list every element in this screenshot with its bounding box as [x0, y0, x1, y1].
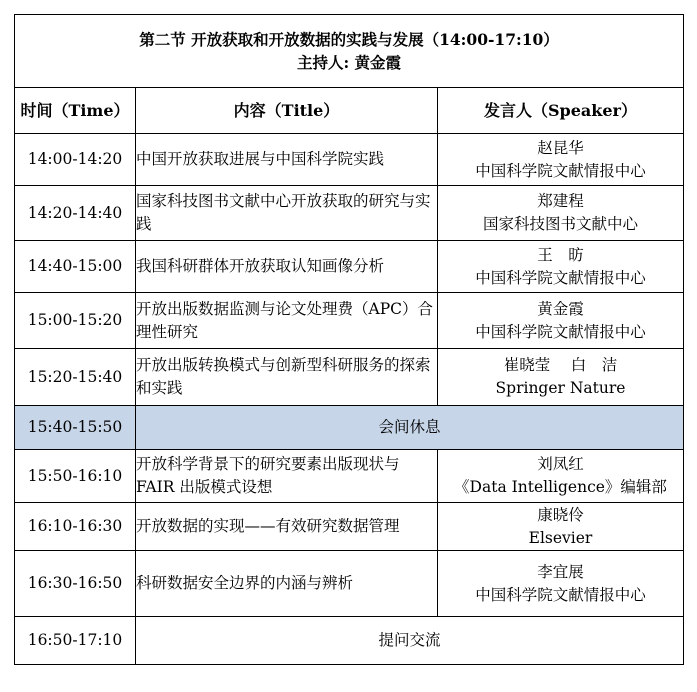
- table-title-cell: [15, 15, 684, 88]
- row-speaker: [438, 186, 684, 241]
- row-time: 15:20-15:40: [15, 349, 136, 406]
- row-time: 15:00-15:20: [15, 293, 136, 349]
- qa-label: 提问交流: [136, 617, 684, 665]
- row-time: 15:40-15:50: [15, 406, 136, 450]
- break-label: 会间休息: [136, 406, 684, 450]
- row-time: 14:40-15:00: [15, 241, 136, 293]
- row-speaker: [438, 241, 684, 293]
- speaker-name: 郑建程: [537, 192, 584, 210]
- row-speaker: [438, 551, 684, 617]
- row-speaker: [438, 293, 684, 349]
- row-title: 国家科技图书文献中心开放获取的研究与实践: [136, 186, 438, 241]
- row-title: 中国开放获取进展与中国科学院实践: [136, 134, 438, 186]
- speaker-name: 李宜展: [537, 562, 584, 581]
- speaker-name: 康晓伶: [537, 505, 584, 524]
- row-speaker: [438, 450, 684, 503]
- row-title: 科研数据安全边界的内涵与辨析: [136, 551, 438, 617]
- table-row: [15, 293, 684, 349]
- column-header-speaker: 发言人（Speaker）: [438, 88, 684, 134]
- table-row: [15, 186, 684, 241]
- row-title: 开放出版数据监测与论文处理费（APC）合理性研究: [136, 293, 438, 349]
- column-header-title: 内容（Title）: [136, 88, 438, 134]
- table-row: [15, 503, 684, 551]
- row-time: 14:20-14:40: [15, 186, 136, 241]
- break-row: [15, 406, 684, 450]
- speaker-org: 《Data Intelligence》编辑部: [454, 478, 667, 496]
- row-time: 16:10-16:30: [15, 503, 136, 551]
- speaker-org: 中国科学院文献情报中心: [475, 161, 646, 180]
- speaker-org: 中国科学院文献情报中心: [475, 268, 646, 287]
- section-title: 第二节 开放获取和开放数据的实践与发展（14:00-17:10）: [139, 30, 559, 49]
- row-speaker: [438, 349, 684, 406]
- row-time: 16:50-17:10: [15, 617, 136, 665]
- table-row: [15, 617, 684, 665]
- host-line: 主持人: 黄金霞: [296, 53, 402, 72]
- speaker-org: 国家科技图书文献中心: [482, 215, 638, 233]
- schedule-table: [14, 14, 684, 665]
- table-row: [15, 134, 684, 186]
- row-title: 开放科学背景下的研究要素出版现状与FAIR 出版模式设想: [136, 450, 438, 503]
- speaker-name: 王 昉: [537, 245, 584, 264]
- speaker-org: Springer Nature: [495, 379, 626, 397]
- row-time: 14:00-14:20: [15, 134, 136, 186]
- speaker-org: 中国科学院文献情报中心: [475, 585, 646, 604]
- table-row: [15, 551, 684, 617]
- row-title: 我国科研群体开放获取认知画像分析: [136, 241, 438, 293]
- table-title-row: [15, 15, 684, 88]
- speaker-name: 刘凤红: [537, 455, 584, 473]
- column-header-time: 时间（Time）: [15, 88, 136, 134]
- speaker-name: 赵昆华: [537, 138, 584, 157]
- column-header-row: [15, 88, 684, 134]
- speaker-name: 黄金霞: [537, 299, 584, 318]
- row-title: 开放数据的实现——有效研究数据管理: [136, 503, 438, 551]
- speaker-org: 中国科学院文献情报中心: [475, 322, 646, 341]
- row-speaker: [438, 134, 684, 186]
- table-row: [15, 450, 684, 503]
- table-row: [15, 349, 684, 406]
- table-row: [15, 241, 684, 293]
- row-time: 15:50-16:10: [15, 450, 136, 503]
- speaker-org: Elsevier: [528, 528, 593, 547]
- speaker-name: 崔晓莹 白 洁: [503, 356, 618, 374]
- row-time: 16:30-16:50: [15, 551, 136, 617]
- row-title: 开放出版转换模式与创新型科研服务的探索和实践: [136, 349, 438, 406]
- row-speaker: [438, 503, 684, 551]
